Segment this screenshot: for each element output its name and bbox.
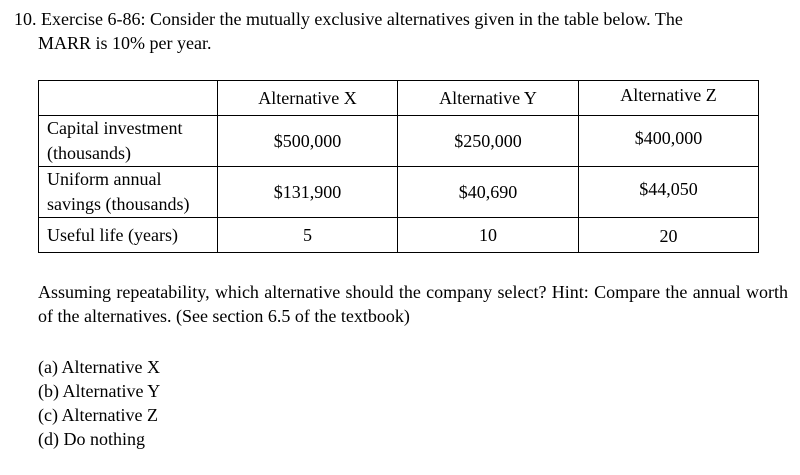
question-marr-line: MARR is 10% per year. <box>38 33 212 53</box>
choice-c[interactable]: (c) Alternative Z <box>38 405 158 425</box>
alternatives-table <box>38 80 759 253</box>
row-label-line: (thousands) <box>47 143 131 163</box>
choice-a[interactable]: (a) Alternative X <box>38 357 160 377</box>
question-title-line: 10. Exercise 6-86: Consider the mutually exclusive alternatives given in the table below. The <box>14 9 683 29</box>
table-header-corner <box>39 81 218 116</box>
question-header <box>14 7 784 55</box>
cell-life-z: 20 <box>579 218 759 253</box>
table-header-alternative-y: Alternative Y <box>398 81 579 116</box>
cell-capital-y: $250,000 <box>398 116 579 167</box>
choice-d[interactable]: (d) Do nothing <box>38 429 145 449</box>
row-label-uniform-savings <box>39 167 218 218</box>
cell-life-y: 10 <box>398 218 579 253</box>
table-row <box>39 116 759 167</box>
row-label-line: savings (thousands) <box>47 194 190 214</box>
cell-capital-x: $500,000 <box>218 116 398 167</box>
cell-life-x: 5 <box>218 218 398 253</box>
table-row <box>39 218 759 253</box>
table-row <box>39 167 759 218</box>
table-header-alternative-z: Alternative Z <box>579 81 759 116</box>
row-label-useful-life: Useful life (years) <box>39 218 218 253</box>
cell-capital-z: $400,000 <box>579 116 759 167</box>
cell-savings-y: $40,690 <box>398 167 579 218</box>
question-prompt: Assuming repeatability, which alternative should the company select? Hint: Compare the annual worth of the alternatives. (See section 6.5 of the textbook) <box>38 282 788 326</box>
choice-b[interactable]: (b) Alternative Y <box>38 381 161 401</box>
table-header-row <box>39 81 759 116</box>
cell-savings-z: $44,050 <box>579 167 759 218</box>
row-label-line: Capital investment <box>47 118 183 138</box>
row-label-capital-investment <box>39 116 218 167</box>
cell-savings-x: $131,900 <box>218 167 398 218</box>
answer-choices <box>38 355 160 451</box>
table-header-alternative-x: Alternative X <box>218 81 398 116</box>
row-label-line: Uniform annual <box>47 169 162 189</box>
